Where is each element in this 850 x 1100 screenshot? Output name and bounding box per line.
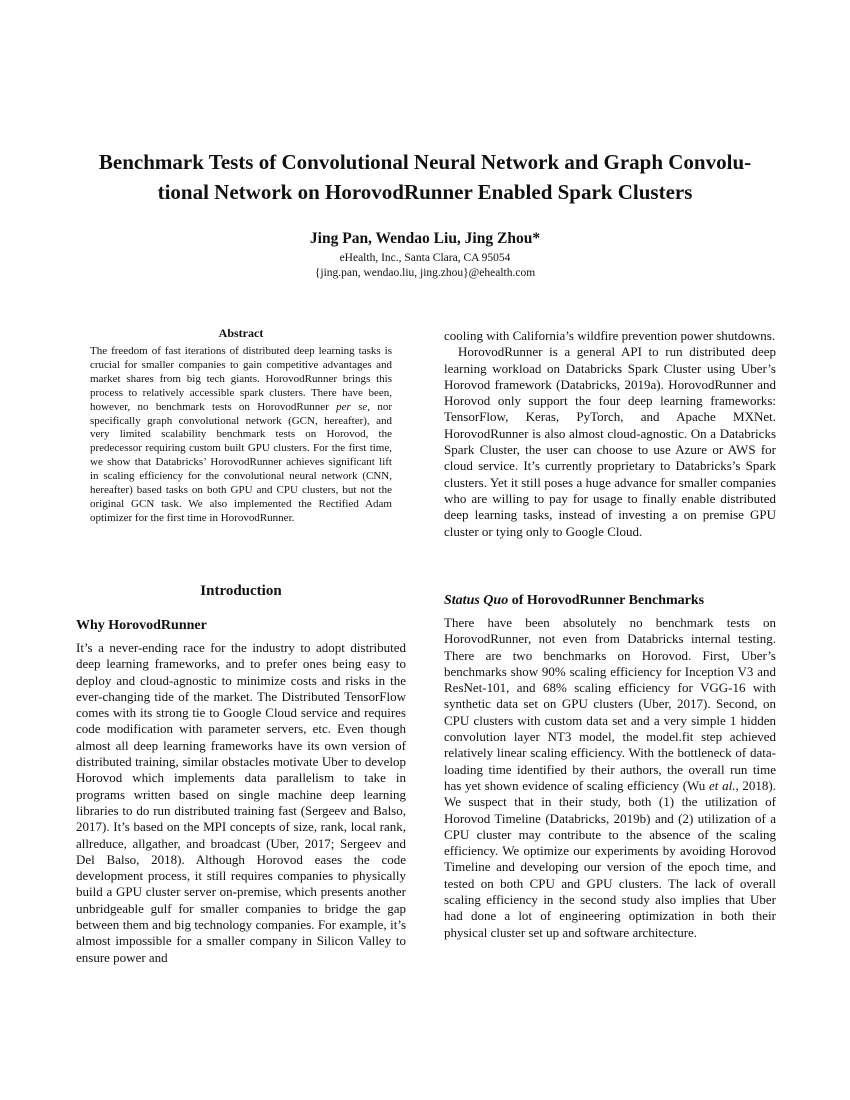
status-quo-heading xyxy=(444,593,704,609)
horovodrunner-api-paragraph: HorovodRunner is a general API to run distributed deep learning workload on Databricks Spark Cluster using Uber’s Horovod framework (Databricks, 2019a). HorovodRunner and Horovod only support the four deep learning frameworks: TensorFlow, Keras, PyTorch, and Apache MXNet. HorovodRunner is also almost cloud-agnostic. On a Databricks Spark Cluster, the user can choose to use Azure or AWS for cloud service. It’s currently proprietary to Databricks’s Spark clusters. Yet it still poses a huge advance for smaller companies who are willing to pay for usage to finally enable distributed deep learning tasks, instead of investing a on premise GPU cluster or tying only to Google Cloud. xyxy=(444,344,776,539)
why-horovodrunner-heading: Why HorovodRunner xyxy=(76,618,207,633)
author-list: Jing Pan, Wendao Liu, Jing Zhou* xyxy=(309,230,541,247)
status-quo-paragraph xyxy=(444,615,776,941)
status-quo-text-part-1: There have been absolutely no benchmark tests on HorovodRunner, not even from Databricks internal testing. There are two benchmarks on Horovod. First, Uber’s benchmarks show 90% scaling efficiency for Inception V3 and ResNet-101, and 68% scaling efficiency for VGG-16 with synthetic data set on GPU clusters (Uber, 2017). Second, on CPU clusters with custom data set and a very simple 1 hidden convolution layer NT3 model, the model.fit step achieved relatively linear scaling efficiency. With the bottleneck of data-loading time identified by their authors, the overall run time has yet shown evidence of scaling efficiency (Wu xyxy=(444,615,776,793)
status-quo-text-italic: et al. xyxy=(708,777,736,793)
author-email: {jing.pan, wendao.liu, jing.zhou}@ehealth.com xyxy=(314,267,536,279)
abstract-text-part-2: , nor specifically graph convolutional network (GCN, hereafter), and very limited scalability benchmark tests on Horovod, the predecessor requiring custom built GPU clusters. For the first time, we show that Databricks’ HorovodRunner achieves significant lift in scaling efficiency for the convolutional neural network (CNN, hereafter) based tasks on both GPU and CPU clusters, but not the original GCN task. We also implemented the Rectified Adam optimizer for the first time in HorovodRunner. xyxy=(90,400,393,524)
status-quo-heading-italic: Status Quo xyxy=(444,593,509,608)
abstract-text-part-1: The freedom of fast iterations of distributed deep learning tasks is crucial for smaller companies to gain competitive advantages and market shares from big tech giants. HorovodRunner brings this process to relatively accessible spark clusters. There have been, however, no benchmark tests on HorovodRunner xyxy=(90,345,392,413)
abstract-text xyxy=(90,345,392,526)
why-horovodrunner-paragraph: It’s a never-ending race for the industry to adopt distributed deep learning frameworks, and to prefer ones being easy to deploy and cloud-agnostic to minimize costs and risks in the ever-changing tide of the market. The Distributed TensorFlow comes with its strong tie to Google Cloud service and requires code modification with parameter servers, etc. Even though almost all deep learning frameworks have its own version of distributed training, similar obstacles motivate Uber to develop Horovod which implements data parallelism to take in programs written based on single machine deep learning libraries to do run distributed training fast (Sergeev and Balso, 2017). It’s based on the MPI concepts of size, rank, local rank, allreduce, allgather, and broadcast (Uber, 2017; Sergeev and Del Balso, 2018). Although Horovod eases the code development process, it still requires companies to physically build a GPU cluster server on-premise, which presents another unbridgeable gulf for smaller companies to bridge the gap between them and big technology companies. For example, it’s almost impossible for a smaller company in Silicon Valley to ensure power and xyxy=(76,640,406,965)
introduction-heading: Introduction xyxy=(200,583,282,599)
author-affiliation: eHealth, Inc., Santa Clara, CA 95054 xyxy=(339,252,511,264)
status-quo-text-part-2: , 2018). We suspect that in their study, both (1) the utilization of Horovod Timeline (Databricks, 2019b) and (2) utilization of a CPU cluster may contribute to the absence of the scaling efficiency. We optimize our experiments by avoiding Horovod Timeline and developing our version of the epoch time, and tested on both CPU and GPU clusters. The lack of overall scaling efficiency in the second study also implies that Uber had done a lot of engineering optimization in both their physical cluster set up and software architecture. xyxy=(444,777,776,940)
continued-paragraph: cooling with California’s wildfire prevention power shutdowns. xyxy=(444,328,776,343)
paper-title-line-2: tional Network on HorovodRunner Enabled Spark Clusters xyxy=(157,180,693,204)
status-quo-heading-rest: of HorovodRunner Benchmarks xyxy=(508,593,705,608)
right-column-top xyxy=(444,328,776,540)
abstract-heading: Abstract xyxy=(218,326,264,340)
abstract-text-italic: per se xyxy=(336,400,368,413)
paper-title-line-1: Benchmark Tests of Convolutional Neural Network and Graph Convolu- xyxy=(98,150,752,174)
paper-title xyxy=(60,147,790,207)
